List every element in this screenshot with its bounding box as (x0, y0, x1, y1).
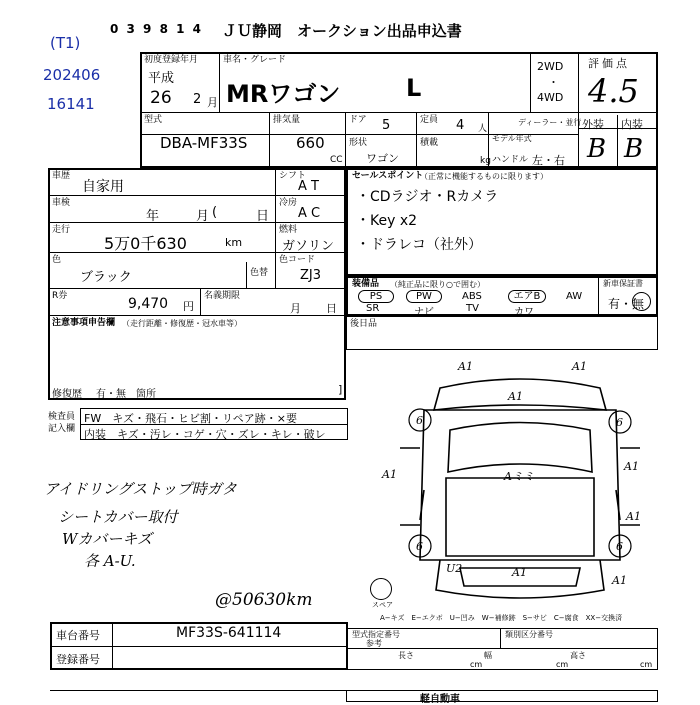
new-car-warranty-value: 有・無 (608, 297, 645, 311)
inspector-row-2: 内装 キズ・汚レ・コゲ・穴・ズレ・キレ・破レ (84, 428, 326, 441)
door-value: 5 (382, 118, 391, 133)
shift-label: シフト (279, 171, 307, 181)
damage-mark-9: A1 (512, 566, 527, 579)
inspection-paren: ( (212, 205, 218, 220)
shape-label: 形状 (349, 138, 368, 148)
sales-item-1: ・CDラジオ・Rカメラ (356, 189, 499, 205)
load-unit: kg (480, 156, 491, 166)
fuel-value: ガソリン (282, 239, 335, 254)
warranty-circle (632, 292, 651, 311)
color-code-label: 色コード (279, 255, 316, 265)
side-ref-1: (T1) (50, 34, 81, 52)
width-cm: cm (556, 660, 569, 669)
registration-label: 初度登録年月 (144, 55, 199, 65)
drive-2wd: 2WD (537, 60, 564, 73)
spare-circle (370, 578, 392, 600)
repair-label: 修復歴 (52, 389, 82, 400)
chassis-label: 車台番号 (56, 629, 100, 642)
inspector-label-1: 検査員 (48, 412, 76, 422)
score-label: 評価点 (588, 57, 630, 70)
dealer-label: ディーラー・並行 (518, 118, 582, 127)
aircon-label: 冷房 (279, 198, 298, 208)
equip-pw: PW (406, 290, 442, 303)
score-value: 4.5 (588, 72, 639, 110)
inspection-label: 車検 (52, 198, 71, 208)
interior-grade: B (624, 134, 644, 164)
recycle-value: 9,470 (128, 296, 169, 312)
width-label: 幅 (484, 651, 492, 660)
model-year-label: モデル年式 (492, 134, 532, 143)
car-diagram (380, 360, 660, 620)
shift-value: A T (298, 179, 319, 194)
tire-mark-1: 6 (416, 414, 423, 427)
height-label: 高さ (570, 651, 586, 660)
type-ref-label: 参考 (366, 639, 382, 648)
damage-mark-2: A1 (508, 390, 523, 403)
rear-items-label: 後日品 (350, 319, 378, 329)
cc-unit: CC (330, 155, 343, 165)
mileage-unit: km (225, 236, 243, 249)
equip-navi: ナビ (414, 307, 434, 318)
exterior-label: 外装 (582, 118, 604, 131)
tire-mark-4: 6 (616, 540, 623, 553)
capacity-unit: 人 (478, 124, 488, 134)
length-cm: cm (470, 660, 483, 669)
damage-mark-6: A1 (626, 510, 641, 523)
handle-value: 左・右 (532, 154, 565, 167)
color-code-value: ZJ3 (300, 268, 322, 283)
damage-mark-4: A1 (382, 468, 397, 481)
fuel-label: 燃料 (279, 225, 298, 235)
height-cm: cm (640, 660, 653, 669)
capacity-label: 定員 (420, 115, 439, 125)
sales-item-3: ・ドラレコ（社外） (356, 237, 482, 253)
equip-aw: AW (566, 291, 583, 302)
inspection-year: 年 (146, 209, 160, 224)
mileage-value: 5万0千630 (104, 234, 187, 253)
exterior-grade: B (587, 134, 607, 164)
color-change-label: 色替 (250, 268, 269, 278)
model-value: DBA-MF33S (160, 134, 248, 152)
repair-bracket: ] (338, 383, 343, 396)
damage-mark-7: A1 (612, 574, 627, 587)
capacity-value: 4 (456, 118, 465, 133)
reg-no-label: 登録番号 (56, 653, 100, 666)
class-no-label: 類別区分番号 (505, 630, 553, 639)
name-expiry-label: 名義期限 (204, 291, 241, 301)
inspection-month: 月 (196, 209, 210, 224)
hand-note-1: アイドリングストップ時ガタ (44, 480, 237, 498)
equip-abs: ABS (462, 291, 482, 302)
vehicle-grade: L (406, 74, 422, 102)
mileage-label: 走行 (52, 225, 71, 235)
chassis-value: MF33S-641114 (176, 625, 282, 641)
damage-mark-5: A1 (624, 460, 639, 473)
load-label: 積載 (420, 138, 439, 148)
damage-mark-1: A1 (458, 360, 473, 373)
bottom-cat-frame (346, 690, 658, 702)
equip-airbag: エアB (508, 290, 546, 303)
registration-month: 2 (193, 92, 202, 107)
recycle-label: R券 (52, 291, 68, 301)
inspector-row-1: FW キズ・飛石・ヒビ割・リペア跡・×要 (84, 412, 297, 425)
recycle-unit: 円 (183, 300, 194, 313)
bottom-category: 軽自動車 (420, 694, 460, 705)
name-expiry-month: 月 (290, 302, 301, 315)
door-label: ドア (349, 115, 367, 125)
rear-items-frame (346, 316, 658, 350)
vehicle-name: MRワゴン (226, 80, 341, 108)
cc-value: 660 (296, 134, 325, 152)
side-ref-3: 16141 (47, 95, 95, 113)
equipment-sub: （純正品に限り○で囲む） (390, 280, 485, 289)
registration-month-unit: 月 (207, 96, 218, 109)
color-label: 色 (52, 255, 62, 265)
interior-label: 内装 (621, 118, 643, 131)
equip-tv: TV (466, 303, 479, 314)
usage-label: 車歴 (52, 171, 71, 181)
notes-label: 注意事項申告欄 (52, 318, 116, 328)
sales-item-2: ・Key x2 (356, 213, 418, 229)
registration-era: 平成 (148, 71, 175, 86)
inspection-day: 日 (256, 209, 270, 224)
length-label: 長さ (398, 651, 414, 660)
color-value: ブラック (80, 270, 132, 285)
registration-year: 26 (150, 88, 172, 108)
notes-sub: （走行距離・修復歴・冠水車等） (122, 319, 242, 328)
model-label: 型式 (144, 115, 163, 125)
equipment-label: 装備品 (352, 279, 380, 289)
damage-mark-10: Aミミ (504, 470, 534, 483)
vehicle-name-label: 車名・グレード (223, 55, 287, 65)
drive-4wd: 4WD (537, 91, 564, 104)
hand-odometer: @50630km (215, 590, 313, 610)
name-expiry-day: 日 (326, 302, 337, 315)
aircon-value: A C (298, 206, 321, 221)
cc-label: 排気量 (273, 115, 301, 125)
damage-legend: A−キズ E−エクボ U−凹み W−補修跡 S−サビ C−腐食 XX−交換済 (380, 614, 623, 622)
hand-note-2: シートカバー取付 (58, 508, 178, 526)
spare-label: スペア (372, 601, 393, 609)
tire-mark-2: 6 (616, 416, 623, 429)
equip-ps: PS (358, 290, 394, 303)
equip-sr: SR (366, 303, 380, 314)
new-car-warranty-label: 新車保証書 (603, 279, 643, 288)
sales-label: セールスポイント (352, 171, 424, 181)
sales-sub: （正常に機能するものに限ります） (420, 172, 548, 181)
inspector-label-2: 記入欄 (48, 424, 76, 434)
type-no-label: 型式指定番号 (352, 630, 400, 639)
equip-leather: カワ (514, 307, 534, 318)
tire-mark-3: 6 (416, 540, 423, 553)
damage-mark-3: A1 (572, 360, 587, 373)
repair-value: 有・無 箇所 (96, 389, 156, 400)
lot-number: 0 3 9 8 1 4 (110, 22, 203, 36)
damage-mark-8: U2 (446, 562, 463, 575)
hand-note-4: 各 A-U. (84, 552, 136, 570)
usage-value: 自家用 (82, 179, 124, 195)
hand-note-3: Wカバーキズ (62, 530, 153, 548)
drive-dot: ・ (548, 76, 559, 89)
shape-value: ワゴン (366, 152, 399, 165)
sheet-title: ＪＵ静岡 オークション出品申込書 (222, 22, 462, 40)
handle-label: ハンドル (492, 155, 529, 165)
side-ref-2: 202406 (43, 66, 101, 84)
